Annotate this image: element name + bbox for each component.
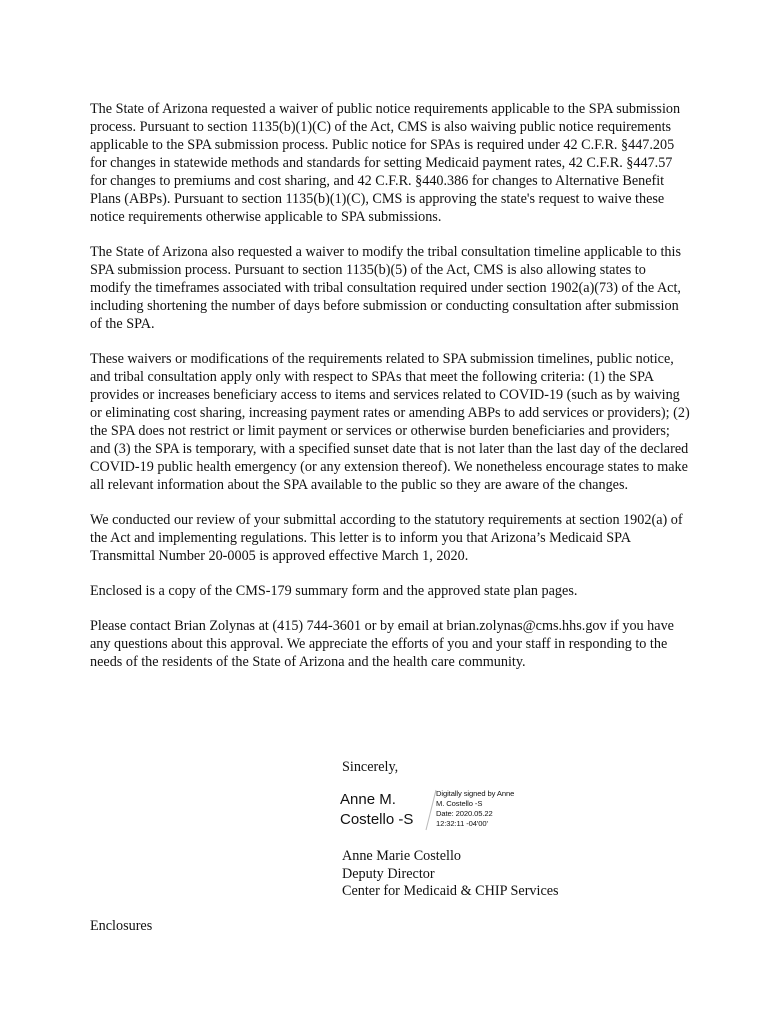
paragraph-public-notice-waiver: The State of Arizona requested a waiver of public notice requirements applicable to the SPA submission process. Pursuant to section 1135(b)(1)(C) of the Act, CMS is also waiving public notice requirements applicable to the SPA submission process. Public notice for SPAs is required under 42 C.F.R. §447.205 for changes in statewide methods and standards for setting Medicaid payment rates, 42 C.F.R. §447.57 for changes to premiums and cost sharing, and 42 C.F.R. §440.386 for changes to Alternative Benefit Plans (ABPs). Pursuant to section 1135(b)(1)(C), CMS is approving the state's request to waive these notice requirements otherwise applicable to SPA submissions. [90,101,681,225]
paragraph-review-approval: We conducted our review of your submittal according to the statutory requirements at section 1902(a) of the Act and implementing regulations. This letter is to inform you that Arizona’s Medicaid SPA Transmittal Number 20-0005 is approved effective March 1, 2020. [90,512,683,564]
signer-title: Deputy Director [342,865,435,882]
signer-name: Anne Marie Costello [342,848,461,864]
signature-detail-line: 12:32:11 -04'00' [436,819,488,828]
signature-name-line1: Anne M. [340,791,396,808]
paragraph-enclosed: Enclosed is a copy of the CMS-179 summary form and the approved state plan pages. [90,583,578,599]
signature-details [436,789,514,829]
signer-block [342,848,559,901]
closing-salutation: Sincerely, [342,759,399,775]
digital-signature [340,786,540,832]
paragraph-waiver-criteria: These waivers or modifications of the requirements related to SPA submission timelines, public notice, and tribal consultation apply only with respect to SPAs that meet the following criteria: (1) the SPA provides or increases beneficiary access to items and services related to COVID-19 (such as by waiving or eliminating cost sharing, increasing payment rates or amending ABPs to add services or providers); (2) the SPA does not restrict or limit payment or services or otherwise burden beneficiaries and providers; and (3) the SPA is temporary, with a specified sunset date that is not later than the last day of the declared COVID-19 public health emergency (or any extension thereof). We nonetheless encourage states to make all relevant information about the SPA available to the public so they are aware of the changes. [90,351,690,493]
paragraph-contact: Please contact Brian Zolynas at (415) 744-3601 or by email at brian.zolynas@cms.hhs.gov if you have any questions about this approval. We appreciate the efforts of you and your staff in responding to the needs of the residents of the State of Arizona and the health care community. [90,618,674,670]
signature-name-line2: Costello -S [340,811,414,828]
enclosures-label: Enclosures [90,918,153,934]
letter-body [90,100,690,688]
signature-detail-line: Digitally signed by Anne [436,789,515,798]
signer-office: Center for Medicaid & CHIP Services [342,883,559,899]
signature-detail-line: M. Costello -S [436,799,483,808]
paragraph-tribal-consultation: The State of Arizona also requested a waiver to modify the tribal consultation timeline applicable to this SPA submission process. Pursuant to section 1135(b)(5) of the Act, CMS is also allowing states to modify the timeframes associated with tribal consultation required under section 1902(a)(73) of the Act, including shortening the number of days before submission or conducting consultation after submission of the SPA. [90,244,681,332]
signature-detail-line: Date: 2020.05.22 [436,809,493,818]
signature-name [340,790,413,830]
